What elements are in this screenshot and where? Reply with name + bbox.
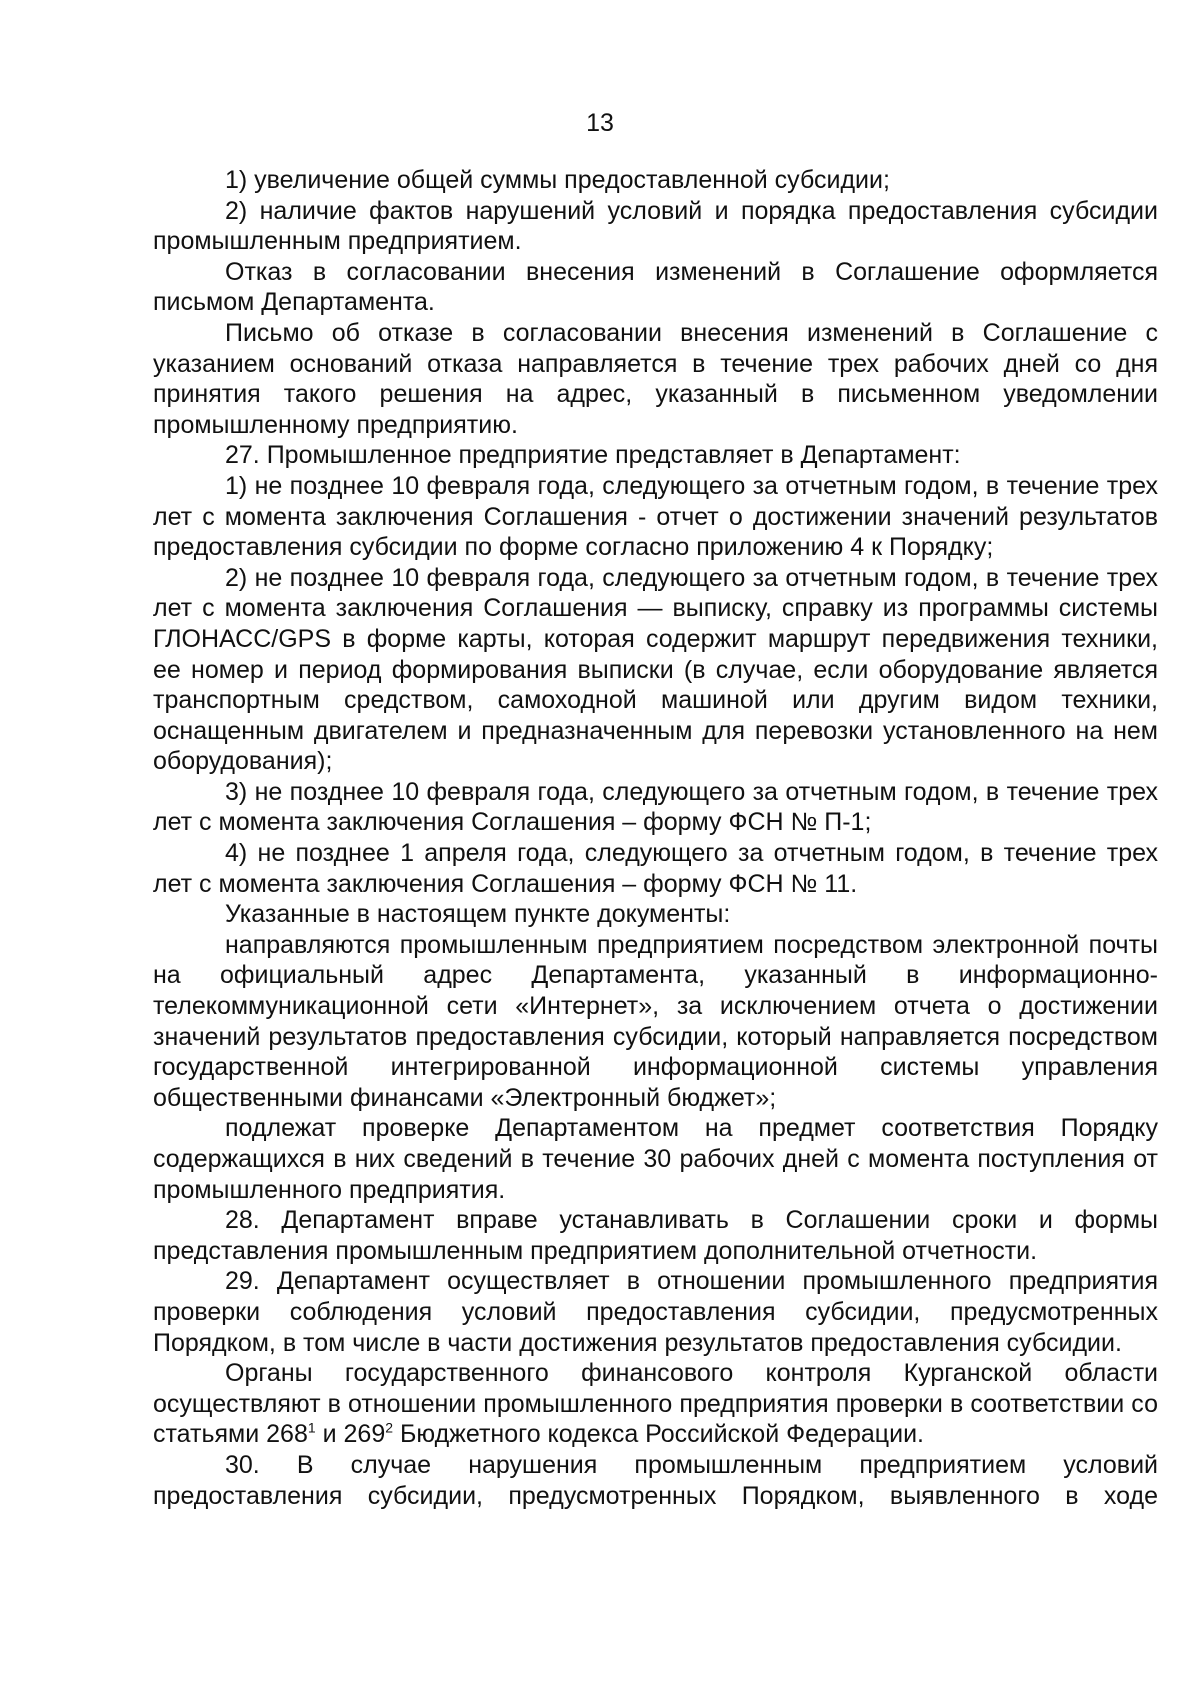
superscript: 2	[385, 1420, 394, 1437]
paragraph: 4) не позднее 1 апреля года, следующего за отчетным годом, в течение трех лет с момента заключения Соглашения – форму ФСН № 11.	[153, 839, 1158, 898]
paragraph: 1) увеличение общей суммы предоставленной субсидии;	[225, 166, 890, 194]
paragraph: 3) не позднее 10 февраля года, следующего за отчетным годом, в течение трех лет с момента заключения Соглашения – форму ФСН № П-1;	[153, 777, 1158, 837]
paragraph: 2) не позднее 10 февраля года, следующего за отчетным годом, в течение трех лет с момента заключения Соглашения — выписку, справку из программы системы ГЛОНАСС/GPS в форме карты, которая содержит маршрут передвижения техники, ее номер и период формирования выписки (в случае, если оборудование является транспортным средством, самоходной машиной или другим видом техники, оснащенным двигателем и предназначенным для перевозки установленного на нем оборудования);	[153, 563, 1158, 776]
paragraph: направляются промышленным предприятием посредством электронной почты на официальный адрес Департамента, указанный в информационно-телекоммуникационной сети «Интернет», за исключением отчета о достижении значений результатов предоставления субсидии, который направляется посредством государственной интегрированной информационной системы управления общественными финансами «Электронный бюджет»;	[153, 930, 1158, 1112]
paragraph-text: Бюджетного кодекса Российской Федерации.	[393, 1420, 924, 1449]
paragraph-budget-code	[153, 1358, 1158, 1450]
paragraph: 1) не позднее 10 февраля года, следующего за отчетным годом, в течение трех лет с момента заключения Соглашения - отчет о достижении значений результатов предоставления субсидии по форме согласно приложению 4 к Порядку;	[153, 471, 1158, 562]
document-body	[153, 165, 1158, 1511]
page-number: 13	[586, 109, 614, 137]
superscript: 1	[307, 1420, 316, 1437]
paragraph: Указанные в настоящем пункте документы:	[225, 900, 731, 929]
paragraph: Отказ в согласовании внесения изменений в Соглашение оформляется письмом Департамента.	[153, 257, 1158, 317]
paragraph: 29. Департамент осуществляет в отношении промышленного предприятия проверки соблюдения условий предоставления субсидии, предусмотренных Порядком, в том числе в части достижения результатов предоставления субсидии.	[153, 1267, 1158, 1357]
paragraph: 27. Промышленное предприятие представляет в Департамент:	[225, 441, 961, 470]
paragraph-text: Органы государственного финансового контроля Курганской области осуществляют в отношении промышленного предприятия проверки в соответствии со статьями 268	[153, 1359, 1158, 1449]
paragraph-continued: 30. В случае нарушения промышленным предприятием условий предоставления субсидии, предусмотренных Порядком, выявленного в ходе	[153, 1450, 1158, 1510]
paragraph: 2) наличие фактов нарушений условий и порядка предоставления субсидии промышленным предприятием.	[153, 196, 1158, 256]
paragraph-text: и 269	[315, 1420, 386, 1449]
paragraph: 28. Департамент вправе устанавливать в Соглашении сроки и формы представления промышленным предприятием дополнительной отчетности.	[153, 1206, 1158, 1265]
paragraph: Письмо об отказе в согласовании внесения изменений в Соглашение с указанием оснований отказа направляется в течение трех рабочих дней со дня принятия такого решения на адрес, указанный в письменном уведомлении промышленному предприятию.	[153, 318, 1158, 439]
paragraph: подлежат проверке Департаментом на предмет соответствия Порядку содержащихся в них сведений в течение 30 рабочих дней с момента поступления от промышленного предприятия.	[153, 1114, 1158, 1204]
